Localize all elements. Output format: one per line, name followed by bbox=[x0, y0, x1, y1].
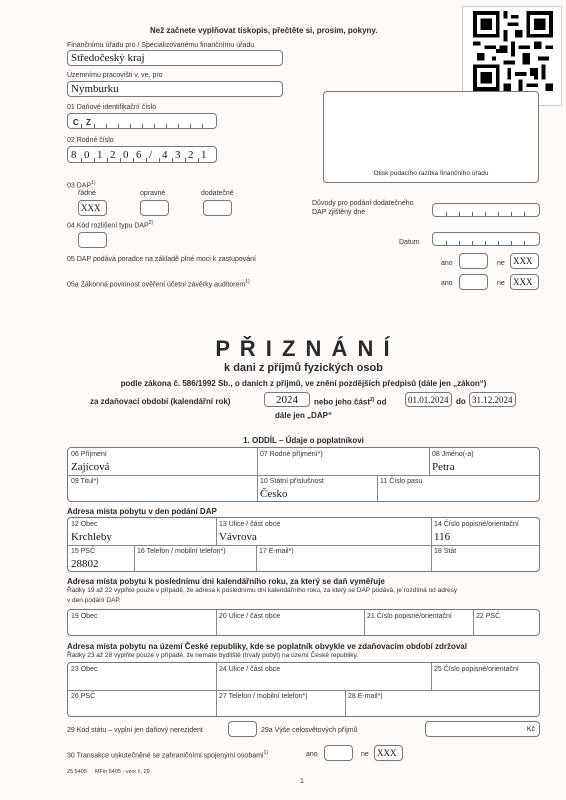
address3-title: Adresa místa pobytu na území České republiky, kde se poplatník obvykle ve zdaňovacím období zdržoval bbox=[67, 642, 467, 651]
row30-no-mark: XXX bbox=[377, 748, 397, 758]
dap-type-additional-checkbox[interactable] bbox=[203, 200, 232, 216]
tax-id-prefix-c: C bbox=[73, 118, 79, 127]
auditor-no-label: ne bbox=[497, 280, 505, 287]
address1-street-value[interactable]: Vávrova bbox=[219, 531, 257, 543]
address2-zip-label: 22 PSČ bbox=[476, 613, 501, 620]
period-from-value: 01.01.2024 bbox=[408, 395, 449, 405]
citizenship-value[interactable]: Česko bbox=[260, 488, 288, 500]
address1-state-label: 18 Stát bbox=[434, 548, 457, 555]
reasons-date-field[interactable] bbox=[432, 203, 540, 217]
period-to-label: do bbox=[456, 397, 466, 406]
period-to-field[interactable] bbox=[469, 392, 516, 407]
row30-label: 30 Transakce uskutečněné se zahraničními spojenými osobami$^{1)}$ bbox=[67, 750, 268, 760]
date-label: Datum bbox=[399, 239, 420, 246]
address3-house-label: 25 Číslo popisné/orientační bbox=[434, 666, 519, 673]
dap-type-label: 03 DAP$^{1)}$ bbox=[67, 180, 96, 190]
tax-id-field[interactable] bbox=[67, 113, 217, 129]
address1-house-label: 14 Číslo popisné/orientační bbox=[434, 521, 519, 528]
dap-type-corrective-label: opravné bbox=[140, 190, 166, 197]
header-note: Než začnete vyplňovat tiskopis, přečtěte si, prosím, pokyny. bbox=[150, 26, 378, 35]
dap-type-corrective-checkbox[interactable] bbox=[140, 200, 169, 216]
passport-label: 11 Číslo pasu bbox=[380, 478, 423, 485]
code-type-label: 04 Kód rozlišení typu DAP$^{2)}$ bbox=[67, 220, 154, 230]
address3-city-label: 23 Obec bbox=[71, 666, 98, 673]
row30-yes-label: ano bbox=[306, 751, 318, 758]
birth-digit-1: 8 bbox=[71, 149, 77, 161]
footer-code: 25 5405 bbox=[67, 769, 87, 775]
dap-label: dále jen „DAP“ bbox=[275, 411, 332, 420]
birth-slash: / bbox=[149, 149, 153, 161]
dap-type-regular-mark: XXX bbox=[81, 203, 101, 213]
form-subtitle: k dani z příjmů fyzických osob bbox=[224, 362, 383, 374]
address3-street-label: 24 Ulice / část obce bbox=[219, 666, 281, 673]
office-label: Finančnímu úřadu pro / Specializovanému finančnímu úřadu bbox=[67, 42, 255, 49]
address2-city-label: 19 Obec bbox=[71, 613, 98, 620]
period-from-field[interactable] bbox=[405, 392, 452, 407]
advisor-label: 05 DAP podává poradce na základě plné moci k zastupování bbox=[67, 256, 256, 263]
reasons-label-2: DAP zjištěny dne bbox=[312, 209, 366, 216]
address3-table bbox=[67, 662, 540, 717]
citizenship-label: 10 Státní příslušnost bbox=[260, 478, 324, 485]
address1-city-value[interactable]: Krchleby bbox=[71, 531, 112, 543]
address2-title: Adresa místa pobytu k poslednímu dni kalendářního roku, za který se daň vyměřuje bbox=[67, 577, 385, 586]
birth-digit-7: 4 bbox=[162, 149, 168, 161]
birth-number-label: 02 Rodné číslo bbox=[67, 137, 114, 144]
auditor-no-checkbox[interactable] bbox=[510, 274, 539, 290]
section1-table bbox=[67, 447, 540, 502]
address2-house-label: 21 Číslo popisné/orientační bbox=[367, 613, 452, 620]
birth-digit-3: 1 bbox=[97, 149, 103, 161]
birth-digit-9: 2 bbox=[188, 149, 194, 161]
page-number: 1 bbox=[300, 778, 304, 785]
address1-house-value[interactable]: 116 bbox=[434, 531, 451, 543]
form-law: podle zákona č. 586/1992 Sb., o daních z příjmů, ve znění pozdějších předpisů (dále jen „zákon“) bbox=[120, 379, 487, 388]
name-label: 08 Jméno(-a) bbox=[432, 451, 474, 458]
part-label: nebo jeho část$^{2)}$ od bbox=[314, 397, 387, 407]
address1-phone-label: 16 Telefon / mobilní telefon*) bbox=[137, 548, 226, 555]
auditor-yes-checkbox[interactable] bbox=[459, 274, 488, 290]
auditor-yes-label: ano bbox=[441, 280, 453, 287]
birth-number-field[interactable] bbox=[67, 146, 217, 163]
stamp-area bbox=[323, 91, 539, 183]
workplace-field[interactable] bbox=[67, 81, 283, 97]
address3-email-label: 28 E-mail*) bbox=[348, 693, 383, 700]
tax-id-prefix-z: Z bbox=[86, 118, 91, 127]
row29a-label: 29a Výše celosvětových příjmů bbox=[261, 727, 358, 734]
workplace-value: Nymburku bbox=[71, 83, 119, 95]
birth-digit-4: 2 bbox=[110, 149, 116, 161]
birth-digit-5: 0 bbox=[123, 149, 129, 161]
year-value: 2024 bbox=[276, 394, 298, 406]
auditor-no-mark: XXX bbox=[513, 277, 533, 287]
surname-label: 06 Příjmení bbox=[71, 451, 107, 458]
address2-note-2: v den podání DAP. bbox=[67, 597, 121, 604]
tax-id-label: 01 Daňové identifikační číslo bbox=[67, 104, 157, 111]
address1-table bbox=[67, 517, 540, 572]
advisor-no-mark: XXX bbox=[513, 256, 533, 266]
stamp-label: Otisk podacího razítka finančního úřadu bbox=[373, 170, 489, 177]
birth-digit-6: 6 bbox=[136, 149, 142, 161]
row29-label: 29 Kód státu – vyplní jen daňový nerezident bbox=[67, 727, 203, 734]
advisor-yes-checkbox[interactable] bbox=[459, 253, 488, 269]
dap-type-regular-checkbox[interactable] bbox=[78, 200, 107, 216]
address2-street-label: 20 Ulice / část obce bbox=[219, 613, 281, 620]
workplace-label: Územnímu pracovišti v, ve, pro bbox=[67, 72, 163, 79]
row30-no-label: ne bbox=[361, 751, 369, 758]
period-to-value: 31.12.2024 bbox=[472, 395, 513, 405]
dap-type-regular-label: řádné bbox=[78, 190, 96, 197]
address1-street-label: 13 Ulice / část obce bbox=[219, 521, 281, 528]
address2-table bbox=[67, 609, 540, 636]
row29a-currency: Kč bbox=[526, 726, 535, 733]
code-type-field[interactable] bbox=[78, 232, 107, 248]
degree-label: 09 Titul*) bbox=[71, 478, 99, 485]
row30-no-checkbox[interactable] bbox=[374, 745, 403, 761]
address3-note: Řádky 23 až 28 vyplňte pouze v případě, že nemáte bydliště (trvalý pobyt) na území České republiky. bbox=[67, 652, 359, 659]
row30-yes-checkbox[interactable] bbox=[324, 745, 353, 761]
date-field[interactable] bbox=[432, 232, 540, 246]
advisor-yes-label: ano bbox=[441, 260, 453, 267]
address3-phone-label: 27 Telefon / mobilní telefon*) bbox=[219, 693, 308, 700]
address1-zip-label: 15 PSČ bbox=[71, 548, 96, 555]
address2-note-1: Řádky 19 až 22 vyplňte pouze v případě, že adresa k poslednímu dni kalendářního roku, za který se DAP podává, je rozdílná od adresy bbox=[67, 587, 458, 594]
row29-state-code-field[interactable] bbox=[228, 721, 257, 737]
qr-code-icon bbox=[473, 11, 553, 91]
office-value: Středočeský kraj bbox=[71, 52, 145, 64]
period-label: za zdaňovací období (kalendářní rok) bbox=[90, 397, 231, 406]
address3-zip-label: 26 PSČ bbox=[71, 693, 96, 700]
section1-title: 1. ODDÍL – Údaje o poplatníkovi bbox=[243, 436, 364, 445]
advisor-no-label: ne bbox=[497, 260, 505, 267]
form-title: P Ř I Z N Á N Í bbox=[215, 336, 392, 361]
advisor-no-checkbox[interactable] bbox=[510, 253, 539, 269]
address1-zip-value[interactable]: 28802 bbox=[71, 558, 99, 570]
birth-digit-8: 3 bbox=[175, 149, 181, 161]
birth-digit-2: 0 bbox=[84, 149, 90, 161]
birth-digit-10: 1 bbox=[201, 149, 207, 161]
address1-title: Adresa místa pobytu v den podání DAP bbox=[67, 507, 217, 516]
year-field[interactable] bbox=[264, 392, 310, 407]
dap-type-additional-label: dodatečné bbox=[201, 190, 234, 197]
footer-form: MFin 5405 - vzor č. 29 bbox=[95, 769, 150, 775]
surname-value[interactable]: Zajícová bbox=[71, 461, 110, 473]
address1-city-label: 12 Obec bbox=[71, 521, 98, 528]
row29a-income-field[interactable] bbox=[425, 721, 540, 737]
birth-surname-label: 07 Rodné příjmení*) bbox=[260, 451, 323, 458]
reasons-label-1: Důvody pro podání dodatečného bbox=[312, 200, 414, 207]
auditor-label: 05a Zákonná povinnost ověření účetní závěrky auditorem$^{1)}$ bbox=[67, 279, 250, 289]
address1-email-label: 17 E-mail*) bbox=[259, 548, 294, 555]
name-value[interactable]: Petra bbox=[432, 461, 455, 473]
office-field[interactable] bbox=[67, 50, 283, 66]
